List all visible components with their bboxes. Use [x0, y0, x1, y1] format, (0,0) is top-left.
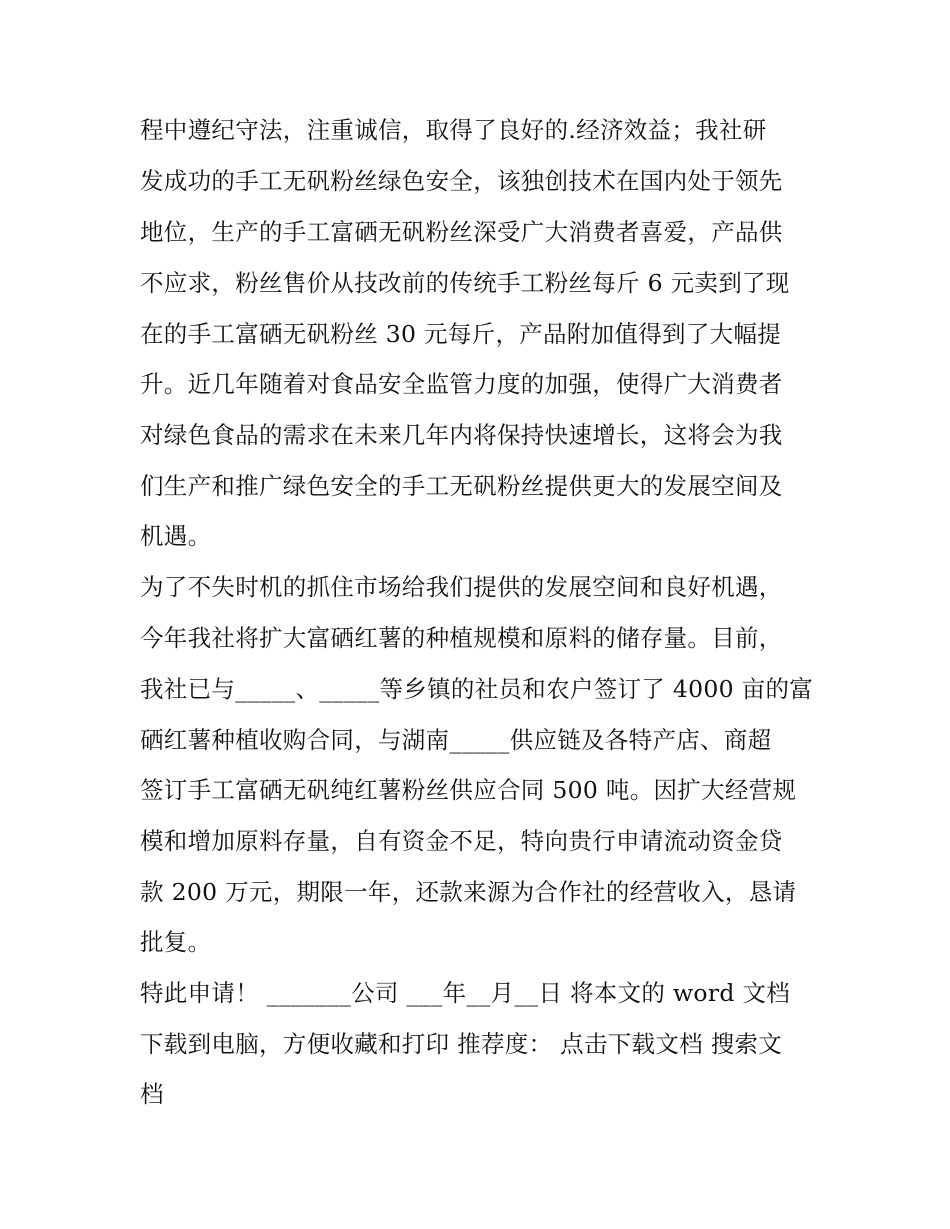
text-line: 签订手工富硒无矾纯红薯粉丝供应合同 500 吨。因扩大经营规: [140, 776, 797, 804]
text-line: 硒红薯种植收购合同，与湖南_____供应链及各特产店、商超: [140, 726, 772, 754]
text-line: 在的手工富硒无矾粉丝 30 元每斤，产品附加值得到了大幅提: [140, 320, 782, 348]
text-line: 模和增加原料存量，自有资金不足，特向贵行申请流动资金贷: [140, 827, 783, 855]
text-line: 地位，生产的手工富硒无矾粉丝深受广大消费者喜爱，产品供: [140, 218, 783, 246]
text-line: 不应求，粉丝售价从技改前的传统手工粉丝每斤 6 元卖到了现: [140, 269, 790, 297]
text-line: 我社已与_____、_____等乡镇的社员和农户签订了 4000 亩的富: [140, 675, 814, 703]
text-line: 机遇。: [140, 522, 212, 550]
text-line: 发成功的手工无矾粉丝绿色安全，该独创技术在国内处于领先: [140, 167, 783, 195]
text-line: 升。近几年随着对食品安全监管力度的加强，使得广大消费者: [140, 370, 783, 398]
text-line: 今年我社将扩大富硒红薯的种植规模和原料的储存量。目前，: [140, 624, 783, 652]
text-line: 程中遵纪守法，注重诚信，取得了良好的.经济效益；我社研: [140, 116, 767, 144]
text-line: 为了不失时机的抓住市场给我们提供的发展空间和良好机遇，: [140, 573, 783, 601]
text-line: 档: [140, 1080, 164, 1108]
text-line: 对绿色食品的需求在未来几年内将保持快速增长，这将会为我: [140, 421, 783, 449]
text-line: 款 200 万元，期限一年，还款来源为合作社的经营收入，恳请: [140, 878, 797, 906]
text-line: 下载到电脑，方便收藏和打印 推荐度： 点击下载文档 搜索文: [140, 1030, 783, 1058]
text-line: 批复。: [140, 928, 212, 956]
text-line: 们生产和推广绿色安全的手工无矾粉丝提供更大的发展空间及: [140, 472, 783, 500]
text-line: 特此申请！ _______公司 ___年__月__日 将本文的 word 文档: [140, 979, 791, 1007]
